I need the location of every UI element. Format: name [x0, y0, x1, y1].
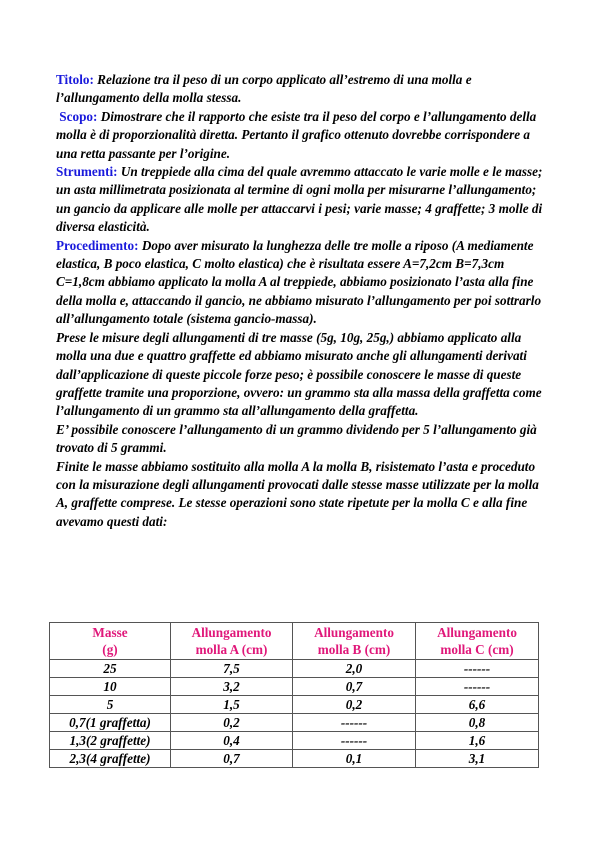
strumenti-paragraph — [56, 163, 546, 237]
cell-molla-a: 0,7 — [171, 750, 293, 768]
document-body — [56, 71, 546, 531]
cell-molla-b: ------ — [293, 732, 416, 750]
header-molla-c-line2: molla C (cm) — [440, 642, 514, 657]
cell-molla-c: ------ — [416, 660, 539, 678]
table-row — [50, 696, 539, 714]
cell-molla-a: 0,4 — [171, 732, 293, 750]
cell-molla-a: 3,2 — [171, 678, 293, 696]
table-row — [50, 678, 539, 696]
header-masse-line1: Masse — [92, 625, 128, 640]
header-molla-b — [293, 623, 416, 660]
cell-molla-b: 0,7 — [293, 678, 416, 696]
table-header-row — [50, 623, 539, 660]
paragraph-2: Prese le misure degli allungamenti di tre masse (5g, 10g, 25g,) abbiamo applicato alla molla una due e quattro graffette ed abbiamo misurato anche gli allungamenti derivati dall’applicazione di queste piccole forze peso; è possibile conoscere le masse di queste graffette tramite una proporzione, ovvero: un grammo sta alla massa della graffetta come l’allungamento di un grammo sta all’allungamento della graffetta. — [56, 329, 542, 419]
header-molla-a-line2: molla A (cm) — [195, 642, 268, 657]
header-molla-b-line2: molla B (cm) — [317, 642, 391, 657]
cell-molla-c: ------ — [416, 678, 539, 696]
cell-molla-b: 2,0 — [293, 660, 416, 678]
titolo-paragraph — [56, 71, 546, 108]
cell-molla-c: 3,1 — [416, 750, 539, 768]
cell-molla-c: 1,6 — [416, 732, 539, 750]
table-row — [50, 750, 539, 768]
cell-molla-c: 0,8 — [416, 714, 539, 732]
strumenti-text: Un treppiede alla cima del quale avremmo attaccato le varie molle e le masse; un asta millimetrata posizionata al termine di ogni molla per misurarne l’allungamento; un gancio da applicare alle molle per attaccarvi i pesi; varie masse; 4 graffette; 3 molle di diversa elasticità. — [56, 164, 543, 235]
cell-masse: 10 — [50, 678, 171, 696]
cell-molla-b: 0,2 — [293, 696, 416, 714]
procedimento-paragraph — [56, 237, 546, 329]
scopo-label: Scopo: — [59, 108, 98, 124]
titolo-text: Relazione tra il peso di un corpo applicato all’estremo di una molla e l’allungamento della molla stessa. — [56, 72, 472, 106]
cell-molla-b: 0,1 — [293, 750, 416, 768]
header-masse-line2: (g) — [102, 642, 118, 657]
header-molla-c — [416, 623, 539, 660]
paragraph-4: Finite le masse abbiamo sostituito alla molla A la molla B, risistemato l’asta e proceduto con la misurazione degli allungamenti provocati dalle stesse masse utilizzate per la molla A, graffette comprese. Le stesse operazioni sono state ripetute per la molla C e alla fine avevamo questi dati: — [56, 458, 539, 529]
header-molla-a — [171, 623, 293, 660]
header-molla-b-line1: Allungamento — [314, 625, 394, 640]
strumenti-label: Strumenti: — [56, 164, 118, 180]
cell-masse: 2,3(4 graffette) — [50, 750, 171, 768]
table-row — [50, 660, 539, 678]
cell-molla-a: 1,5 — [171, 696, 293, 714]
header-masse — [50, 623, 171, 660]
titolo-label: Titolo: — [56, 72, 94, 87]
procedimento-text: Dopo aver misurato la lunghezza delle tre molle a riposo (A mediamente elastica, B poco elastica, C molto elastica) che è risultata essere A=7,2cm B=7,3cm C=1,8cm abbiamo applicato la molla A al treppiede, abbiamo posizionato l’asta alla fine della molla e, attaccando il gancio, ne abbiamo misurato l’allungamento per poi sottrarlo all’allungamento totale (sistema gancio-massa). — [56, 237, 542, 327]
header-molla-a-line1: Allungamento — [191, 625, 272, 640]
scopo-paragraph — [56, 108, 546, 163]
scopo-text: Dimostrare che il rapporto che esiste tra il peso del corpo e l’allungamento della molla è di proporzionalità diretta. Pertanto il grafico ottenuto dovrebbe corrispondere a una retta passante per l’origine. — [56, 108, 537, 161]
cell-molla-a: 0,2 — [171, 714, 293, 732]
data-table — [49, 622, 539, 768]
cell-masse: 5 — [50, 696, 171, 714]
header-molla-c-line1: Allungamento — [437, 625, 517, 640]
procedimento-label: Procedimento: — [56, 237, 139, 253]
cell-masse: 0,7(1 graffetta) — [50, 714, 171, 732]
cell-molla-b: ------ — [293, 714, 416, 732]
paragraph-3: E’ possibile conoscere l’allungamento di un grammo dividendo per 5 l’allungamento già trovato di 5 grammi. — [56, 421, 537, 456]
cell-masse: 25 — [50, 660, 171, 678]
table-row — [50, 714, 539, 732]
cell-molla-c: 6,6 — [416, 696, 539, 714]
table-row — [50, 732, 539, 750]
cell-masse: 1,3(2 graffette) — [50, 732, 171, 750]
cell-molla-a: 7,5 — [171, 660, 293, 678]
